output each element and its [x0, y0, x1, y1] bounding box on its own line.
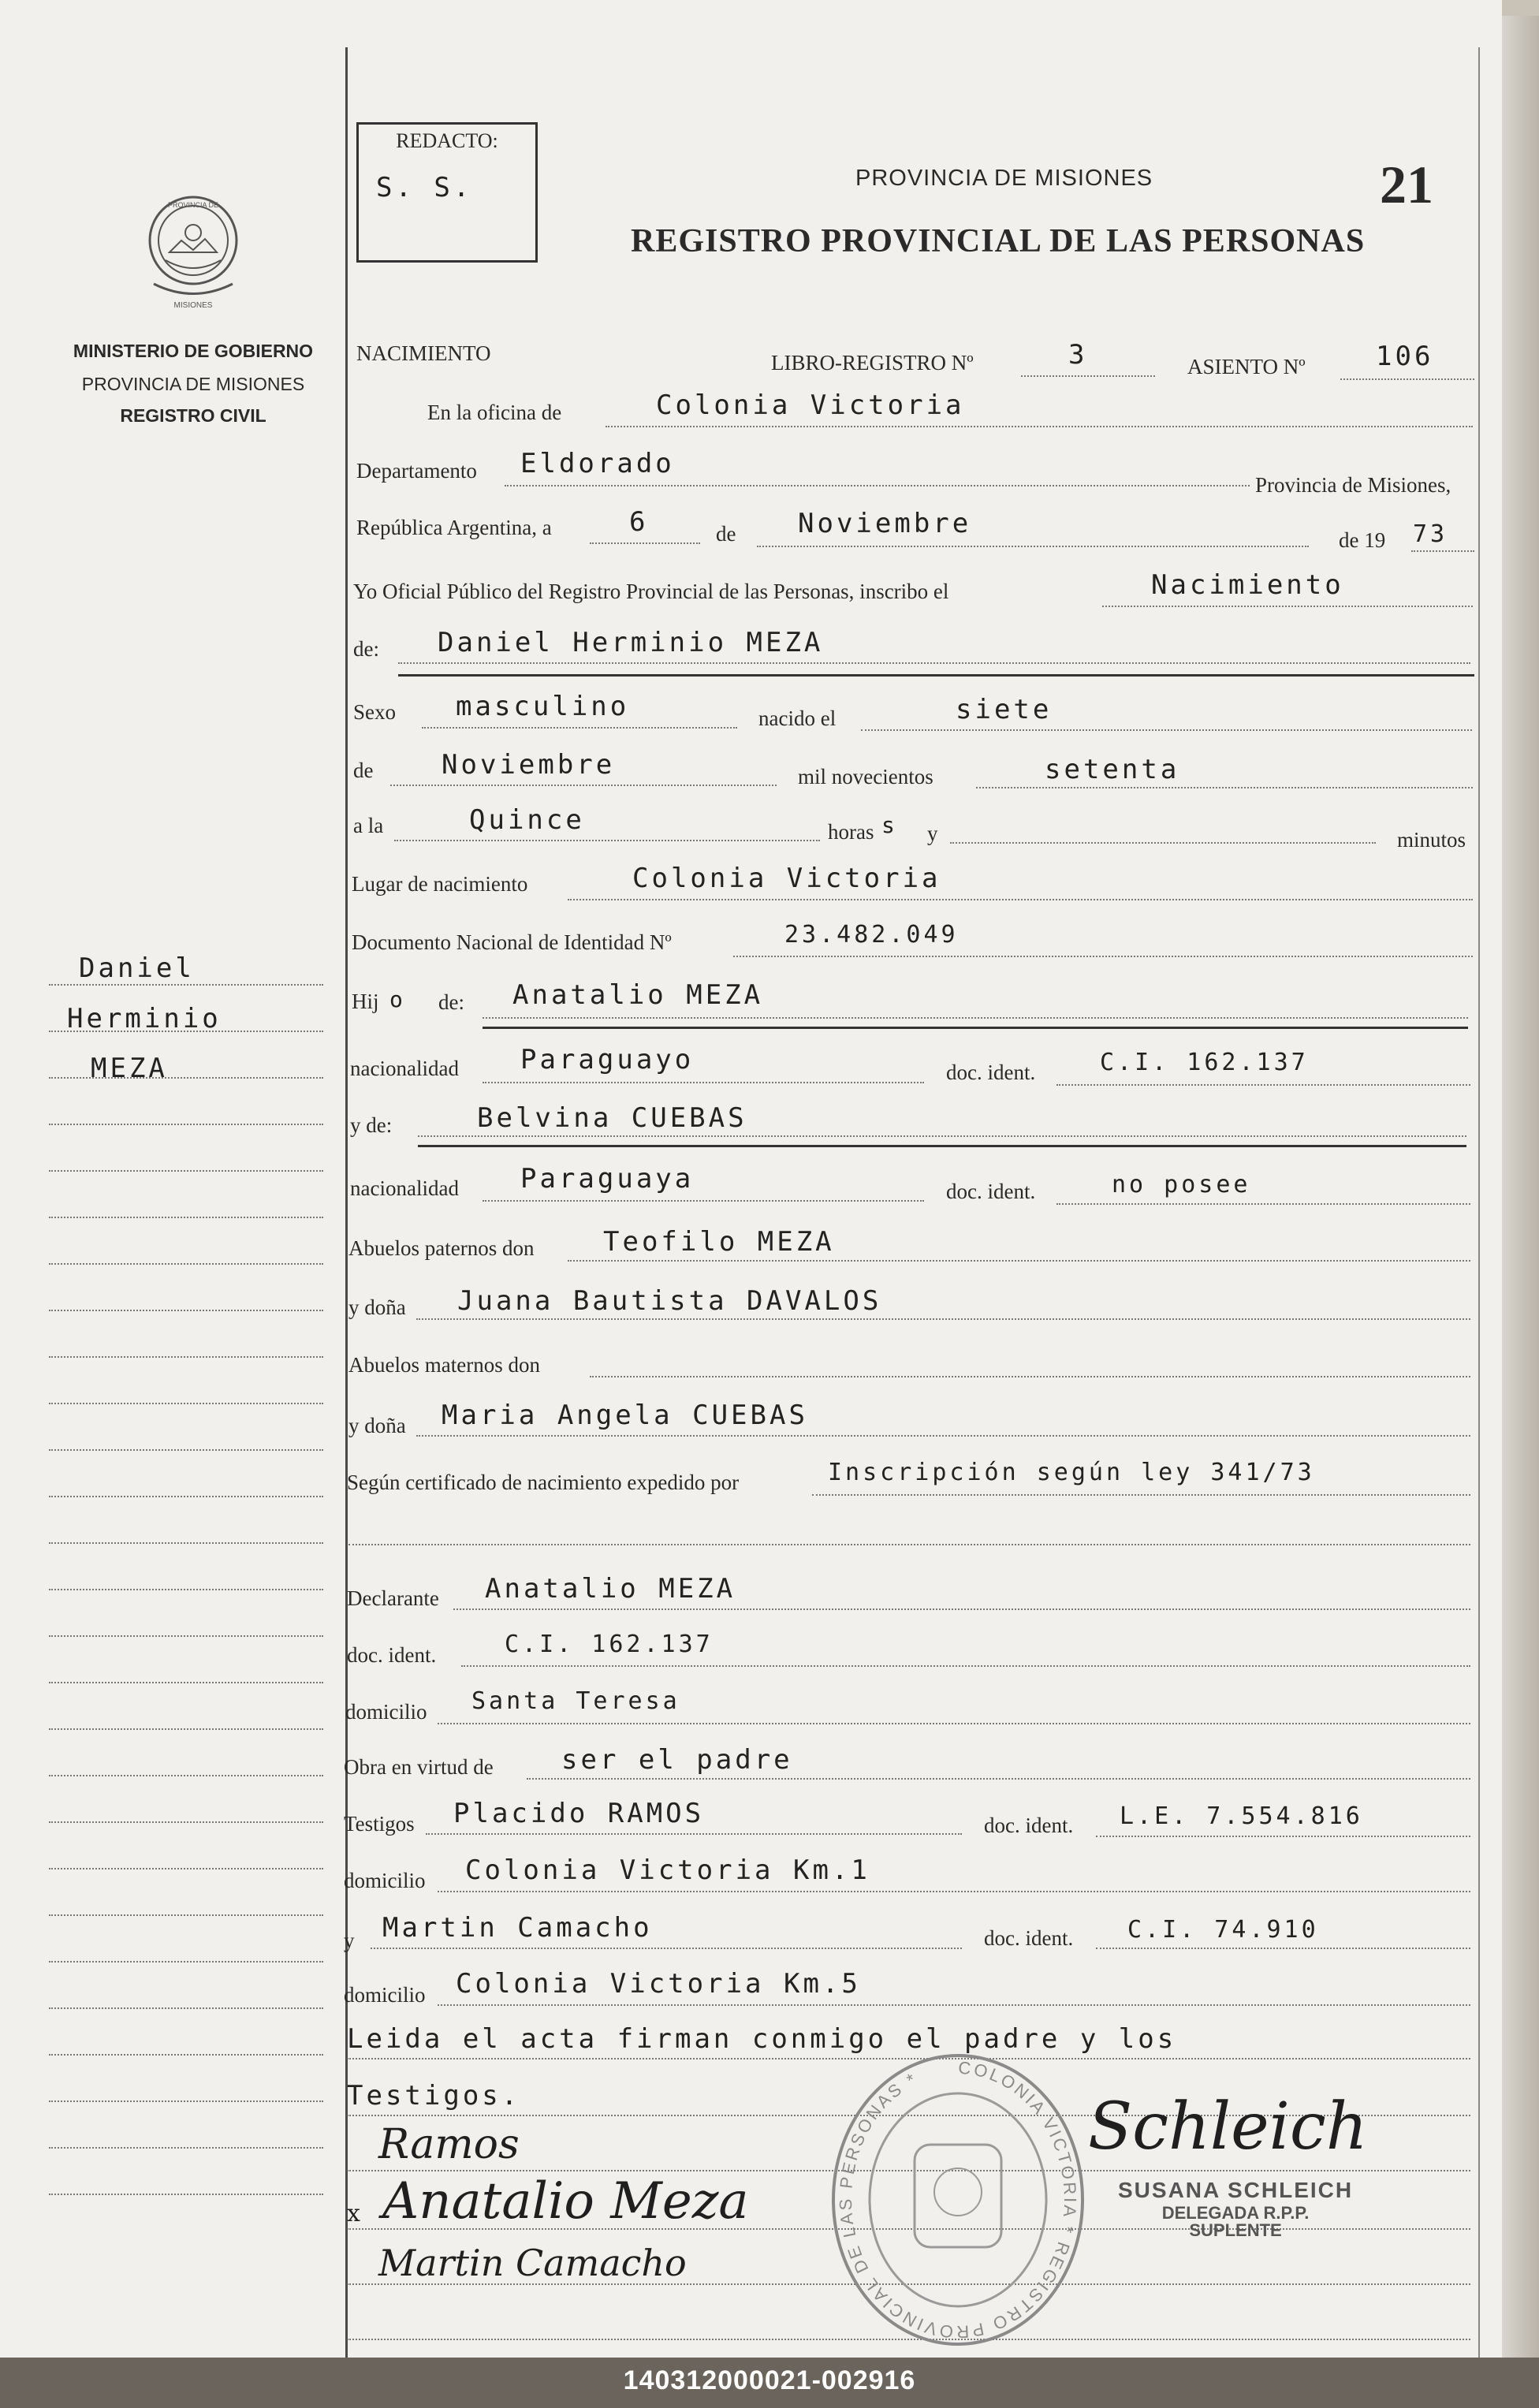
column-divider [345, 47, 348, 2358]
father-nationality: Paraguayo [520, 1044, 695, 1075]
official-signature: Schleich [1088, 2089, 1368, 2164]
declarante-domicilio: Santa Teresa [471, 1687, 680, 1715]
y-de-label: y de: [350, 1113, 393, 1137]
de-colon-label: de: [353, 637, 379, 661]
margin-ruled-line [49, 1821, 323, 1823]
margin-ruled-line [49, 1914, 323, 1916]
maternal-grandmother: Maria Angela CUEBAS [442, 1400, 808, 1431]
margin-note-line: Herminio [67, 1003, 222, 1034]
stamp-name: SUSANA SCHLEICH [1118, 2178, 1354, 2202]
paternal-grandfather: Teofilo MEZA [603, 1226, 835, 1258]
svg-text:PROVINCIA DE: PROVINCIA DE [167, 201, 219, 209]
testigos-label: Testigos [344, 1812, 415, 1836]
sidebar-province: PROVINCIA DE MISIONES [81, 374, 305, 394]
nacionalidad-label: nacionalidad [350, 1057, 459, 1080]
hijo-suffix: o [389, 986, 406, 1012]
witness-2-name: Martin Camacho [382, 1912, 653, 1944]
margin-ruled-line [49, 2194, 323, 2195]
de-label: de [716, 522, 736, 546]
margin-ruled-line [49, 1356, 323, 1358]
mother-nationality: Paraguaya [520, 1163, 695, 1195]
redacto-box [356, 122, 538, 263]
inscribo-text: Yo Oficial Público del Registro Provincial de las Personas, inscribo el [353, 580, 949, 603]
domicilio-label: domicilio [345, 1700, 427, 1724]
margin-ruled-line [49, 1217, 323, 1218]
month-value: Noviembre [798, 508, 972, 539]
provincia-suffix: Provincia de Misiones, [1255, 473, 1451, 497]
mother-name: Belvina CUEBAS [477, 1102, 747, 1134]
official-stamp [1118, 2178, 1353, 2241]
margin-ruled-line [49, 1170, 323, 1172]
margin-ruled-line [49, 1635, 323, 1637]
doc-ident-label: doc. ident. [984, 1813, 1074, 1837]
witness-1-doc: L.E. 7.554.816 [1120, 1802, 1363, 1830]
page-edge [1502, 16, 1539, 2358]
margin-ruled-line [49, 1728, 323, 1730]
doc-ident-label: doc. ident. [946, 1180, 1036, 1203]
margin-ruled-line [49, 1496, 323, 1497]
margin-ruled-line [49, 1868, 323, 1869]
mother-doc-value: no posee [1112, 1171, 1251, 1198]
departamento-label: Departamento [356, 459, 477, 483]
y-label: y [927, 822, 938, 845]
sidebar-registry: REGISTRO CIVIL [120, 405, 266, 426]
margin-ruled-line [49, 1589, 323, 1590]
nacimiento-label: NACIMIENTO [356, 341, 491, 365]
lugar-value: Colonia Victoria [632, 863, 941, 894]
stamp-role: SUPLENTE [1189, 2220, 1282, 2240]
lugar-label: Lugar de nacimiento [352, 872, 528, 896]
margin-ruled-line [49, 1031, 323, 1032]
province-heading: PROVINCIA DE MISIONES [855, 166, 1153, 191]
margin-ruled-line [49, 2100, 323, 2102]
obra-value: ser el padre [561, 1744, 793, 1776]
witness-2-domicilio: Colonia Victoria Km.5 [456, 1968, 861, 2000]
y-label: y [344, 1929, 355, 1952]
closing-text: Leida el acta firman conmigo el padre y los [347, 2023, 1177, 2055]
sexo-label: Sexo [353, 700, 396, 724]
page-number: 21 [1380, 155, 1433, 214]
obra-label: Obra en virtud de [344, 1755, 494, 1779]
ministry-name: MINISTERIO DE GOBIERNO [73, 341, 314, 361]
hijo-de-label: de: [438, 990, 464, 1014]
dni-value: 23.482.049 [784, 921, 959, 949]
libro-value: 3 [1068, 339, 1088, 371]
margin-ruled-line [49, 1961, 323, 1963]
declarante-signature: Anatalio Meza [382, 2172, 749, 2231]
redacto-label: REDACTO: [396, 129, 498, 152]
y-dona-label: y doña [348, 1295, 406, 1319]
father-doc-value: C.I. 162.137 [1100, 1049, 1309, 1076]
asiento-value: 106 [1376, 341, 1434, 372]
segun-value: Inscripción según ley 341/73 [828, 1459, 1315, 1486]
declarante-label: Declarante [347, 1586, 439, 1610]
libro-label: LIBRO-REGISTRO Nº [771, 351, 974, 375]
redacto-value: S. S. [376, 172, 473, 203]
witness-1-domicilio: Colonia Victoria Km.1 [465, 1854, 870, 1886]
witness-2-signature: Martin Camacho [378, 2242, 687, 2284]
paternal-grandmother: Juana Bautista DAVALOS [457, 1285, 882, 1317]
asiento-label: ASIENTO Nº [1187, 355, 1306, 378]
document-code: 140312000021-002916 [623, 2365, 916, 2395]
province-crest-icon [138, 185, 248, 319]
margin-ruled-line [49, 1682, 323, 1683]
registered-name: Daniel Herminio MEZA [438, 627, 824, 658]
witness-1-signature: Ramos [378, 2121, 520, 2168]
margin-ruled-line [49, 1403, 323, 1404]
doc-ident-label: doc. ident. [946, 1060, 1036, 1084]
departamento-value: Eldorado [520, 448, 675, 479]
witness-2-doc: C.I. 74.910 [1127, 1916, 1319, 1944]
declarante-value: Anatalio MEZA [485, 1573, 736, 1605]
declarante-doc-value: C.I. 162.137 [505, 1631, 714, 1658]
margin-ruled-line [49, 1775, 323, 1776]
year-value: 73 [1413, 520, 1448, 548]
svg-text:COLONIA VICTORIA * REGISTRO PR: COLONIA VICTORIA * REGISTRO PROVINCIAL DE LAS PERSONAS * [835, 2057, 1081, 2343]
domicilio-label: domicilio [344, 1983, 426, 2007]
margin-ruled-line [49, 2147, 323, 2149]
margin-ruled-line [49, 2007, 323, 2009]
abuelos-maternos-label: Abuelos maternos don [348, 1353, 540, 1377]
inscribo-value: Nacimiento [1151, 569, 1344, 601]
registry-seal [828, 2050, 1088, 2350]
de-label-2: de [353, 759, 374, 782]
hijo-label: Hij [352, 990, 379, 1013]
a-la-label: a la [353, 814, 384, 837]
witness-1-name: Placido RAMOS [453, 1798, 705, 1829]
nacido-label: nacido el [758, 706, 837, 730]
margin-ruled-line [49, 1449, 323, 1451]
margin-note-line: MEZA [91, 1053, 168, 1084]
birth-month-value: Noviembre [442, 749, 616, 781]
nacionalidad-label: nacionalidad [350, 1176, 459, 1200]
margin-ruled-line [49, 2054, 323, 2056]
doc-ident-label: doc. ident. [984, 1926, 1074, 1950]
oficina-value: Colonia Victoria [656, 390, 965, 421]
margin-ruled-line [49, 984, 323, 986]
segun-label: Según certificado de nacimiento expedido por [347, 1471, 740, 1494]
abuelos-paternos-label: Abuelos paternos don [348, 1236, 535, 1260]
oficina-label: En la oficina de [427, 401, 562, 424]
footer-bar [0, 2358, 1539, 2408]
signature-mark: x [347, 2200, 360, 2227]
margin-ruled-line [49, 1263, 323, 1265]
closing-text: Testigos. [347, 2080, 521, 2112]
margin-ruled-line [49, 1542, 323, 1544]
year-prefix: de 19 [1339, 528, 1386, 552]
margin-note-line: Daniel [79, 952, 195, 984]
registry-title: REGISTRO PROVINCIAL DE LAS PERSONAS [631, 223, 1366, 259]
horas-label: horas [828, 820, 874, 844]
margin-ruled-line [49, 1077, 323, 1079]
right-border [1478, 47, 1480, 2358]
republica-label: República Argentina, a [356, 516, 552, 539]
nacido-value: siete [956, 694, 1053, 725]
day-value: 6 [629, 506, 649, 538]
birth-year-value: setenta [1045, 754, 1180, 785]
minutos-label: minutos [1397, 828, 1466, 852]
svg-text:MISIONES: MISIONES [173, 301, 213, 310]
margin-ruled-line [49, 1124, 323, 1125]
stamp-role: DELEGADA R.P.P. [1161, 2203, 1310, 2223]
horas-mark: s [881, 812, 898, 838]
dni-label: Documento Nacional de Identidad Nº [352, 930, 672, 954]
margin-ruled-line [49, 1310, 323, 1311]
doc-ident-label: doc. ident. [347, 1643, 437, 1667]
domicilio-label: domicilio [344, 1869, 426, 1892]
y-dona-label: y doña [348, 1414, 406, 1437]
father-name: Anatalio MEZA [512, 979, 764, 1011]
sexo-value: masculino [456, 691, 630, 722]
hour-value: Quince [469, 804, 585, 836]
mil-novecientos-label: mil novecientos [798, 765, 933, 788]
